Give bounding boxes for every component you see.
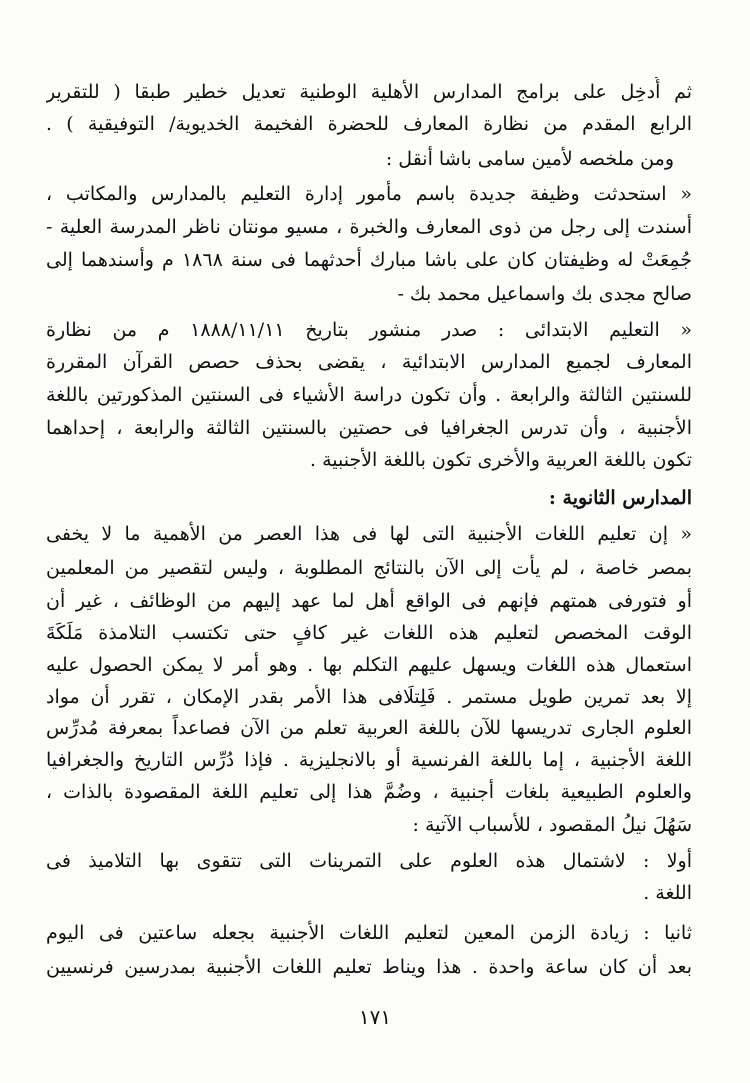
text-line: صالح مجدى بك واسماعيل محمد بك -	[397, 283, 692, 305]
text-line: « استحدثت وظيفة جديدة باسم مأمور إدارة التعليم بالمدارس والمكاتب ،	[46, 183, 692, 205]
page-number: ١٧١	[358, 1005, 392, 1029]
text-line: أولا : لاشتمال هذه العلوم على التمرينات التى تتقوى بها التلاميذ فى	[46, 850, 692, 872]
text-line: المعارف لجميع المدارس الابتدائية ، يقضى بحذف حصص القرآن المقررة	[46, 351, 692, 373]
text-line: إلا بعد تمرين طويل مستمر . فَلِتلَافى هذا الأمر بقدر الإمكان ، تقرر أن مواد	[46, 686, 692, 708]
text-line: أسندت إلى رجل من ذوى المعارف والخبرة ، مسيو مونتان ناظر المدرسة العلية -	[46, 216, 692, 238]
text-line: بمصر خاصة ، لم يأت إلى الآن بالنتائج المطلوبة ، وليس لتقصير من المعلمين	[46, 557, 692, 579]
text-line: بعد أن كان ساعة واحدة . هذا ويناط تعليم اللغات الأجنبية بمدرسين فرنسيين	[46, 956, 692, 978]
text-line: تكون باللغة العربية والأخرى تكون باللغة الأجنبية .	[310, 449, 692, 471]
section-heading: المدارس الثانوية :	[548, 487, 692, 509]
text-line: أو فتورفى همتهم فإنهم فى الواقع أهل لما عهد إليهم من الوظائف ، غير أن	[46, 590, 692, 612]
text-line: الرابع المقدم من نظارة المعارف للحضرة الفخيمة الخديوية/ التوفيقية ) .	[46, 113, 692, 135]
text-line: جُمِعَتْ له وظيفتان كان على باشا مبارك أحدثهما فى سنة ١٨٦٨ م وأسندهما إلى	[46, 249, 692, 271]
text-line: للسنتين الثالثة والرابعة . وأن تكون دراسة الأشياء فى السنتين المذكورتين باللغة	[46, 384, 692, 406]
text-line: سَهُلَ نيلُ المقصود ، للأسباب الآتية :	[412, 814, 692, 836]
text-line: والعلوم الطبيعية بلغات أجنبية ، وضُمَّ هذا إلى تعليم اللغة المقصودة بالذات ،	[46, 781, 692, 803]
text-line: الوقت المخصص لتعليم هذه اللغات غير كافٍ حتى تكتسب التلامذة مَلَكَةَ	[46, 622, 692, 644]
text-line: استعمال هذه اللغات ويسهل عليهم التكلم بها . وهو أمر لا يمكن الحصول عليه	[46, 654, 692, 676]
text-line: ثم أُدخِل على برامج المدارس الأهلية الوطنية تعديل خطير طبقا ( للتقرير	[46, 81, 692, 103]
text-line: ومن ملخصه لأمين سامى باشا أنقل :	[385, 148, 674, 170]
text-line: العلوم الجارى تدريسها للآن باللغة العربية تعلم من الآن فصاعداً بمعرفة مُدرِّس	[46, 717, 692, 739]
text-line: « إن تعليم اللغات الأجنبية التى لها فى هذا العصر من الأهمية ما لا يخفى	[46, 523, 692, 545]
text-line: ثانيا : زيادة الزمن المعين لتعليم اللغات الأجنبية بجعله ساعتين فى اليوم	[46, 922, 692, 944]
text-line: اللغة الأجنبية ، إما باللغة الفرنسية أو بالانجليزية . فإذا دُرِّس التاريخ والجغرافيا	[46, 749, 692, 771]
text-line: « التعليم الابتدائى : صدر منشور بتاريخ ١٨٨٨/١١/١١ م من نظارة	[46, 319, 692, 341]
text-line: الأجنبية ، وأن تدرس الجغرافيا فى حصتين بالسنتين الثالثة والرابعة ، إحداهما	[46, 417, 692, 439]
text-line: اللغة .	[643, 882, 692, 904]
